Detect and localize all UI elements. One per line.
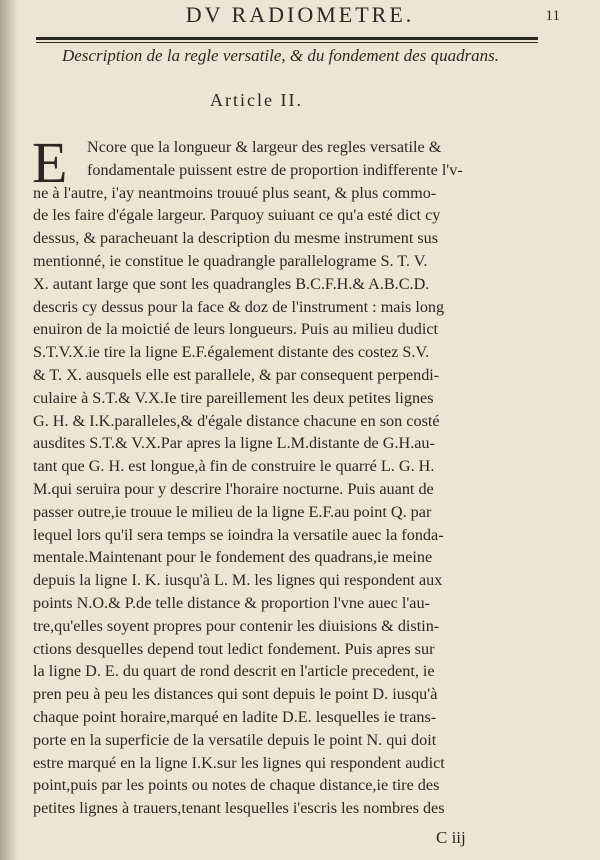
text-line: Ncore que la longueur & largeur des regles versatile & — [87, 138, 442, 156]
text-line: points N.O.& P.de telle distance & proportion l'vne auec l'au- — [33, 593, 430, 612]
text-line: mentale.Maintenant pour le fondement des quadrans,ie meine — [33, 548, 433, 567]
text-line: tre,qu'elles soyent propres pour contenir les diuisions & distin- — [33, 616, 440, 635]
drop-cap: E — [32, 130, 68, 195]
text-line: dessus, & paracheuant la description du mesme instrument sus — [33, 229, 439, 248]
text-line: ctions desquelles depend tout ledict fondement. Puis apres sur — [33, 639, 435, 658]
signature-mark: C iij — [436, 828, 466, 847]
text-line: tant que G. H. est longue,à fin de construire le quarré L. G. H. — [33, 457, 435, 476]
text-line: enuiron de la moictié de leurs longueurs. Puis au milieu dudict — [33, 320, 439, 339]
text-line: pren peu à peu les distances qui sont depuis le point D. iusqu'à — [33, 685, 438, 704]
text-line: estre marqué en la ligne I.K.sur les lignes qui respondent audict — [33, 753, 445, 772]
text-line: passer outre,ie trouue le milieu de la ligne E.F.au point Q. par — [33, 502, 432, 521]
header-rule — [36, 37, 538, 40]
text-line: porte en la superficie de la versatile depuis le point N. qui doit — [33, 730, 437, 749]
text-line: chaque point horaire,marqué en ladite D.E. lesquelles ie trans- — [33, 707, 437, 726]
text-line: ausdites S.T.& V.X.Par apres la ligne L.M.distante de G.H.au- — [33, 434, 435, 453]
text-line: fondamentale puissent estre de proportion indifferente l'v- — [87, 160, 463, 179]
text-line: petites lignes à trauers,tenant lesquelles i'escris les nombres des — [33, 799, 445, 818]
text-line: S.T.V.X.ie tire la ligne E.F.également distante des costez S.V. — [33, 343, 430, 362]
text-line: point,puis par les points ou notes de chaque distance,ie tire des — [33, 776, 440, 795]
text-line: la ligne D. E. du quart de rond descrit en l'article precedent, ie — [33, 662, 435, 681]
gutter-shadow — [0, 0, 18, 860]
text-line: mentionné, ie constitue le quadrangle parallelograme S. T. V. — [33, 251, 428, 270]
section-title: Description de la regle versatile, & du fondement des quadrans. — [62, 46, 500, 65]
body-text — [32, 130, 553, 820]
page-number: 11 — [545, 8, 560, 24]
text-line: culaire à S.T.& V.X.Ie tire pareillement les deux petites lignes — [33, 388, 434, 407]
text-line: X. autant large que sont les quadrangles B.C.F.H.& A.B.C.D. — [33, 274, 430, 293]
text-line: M.qui seruira pour y descrire l'horaire nocturne. Puis auant de — [33, 479, 434, 498]
text-line: depuis la ligne I. K. iusqu'à L. M. les lignes qui respondent aux — [33, 571, 443, 590]
text-line: ne à l'autre, i'ay neantmoins trouué plus seant, & plus commo- — [33, 183, 437, 202]
header-rule-thin — [36, 42, 538, 43]
text-line: lequel lors qu'il sera temps se ioindra la versatile auec la fonda- — [33, 525, 444, 544]
text-line: de les faire d'égale largeur. Parquoy suiuant ce qu'a esté dict cy — [33, 206, 441, 225]
article-heading: Article II. — [210, 90, 303, 110]
text-line: descris cy dessus pour la face & doz de l'instrument : mais long — [33, 297, 445, 316]
text-line: G. H. & I.K.paralleles,& d'égale distance chacune en son costé — [33, 411, 440, 430]
text-line: & T. X. ausquels elle est parallele, & par consequent perpendi- — [33, 365, 440, 384]
running-head: DV RADIOMETRE. — [185, 2, 415, 27]
